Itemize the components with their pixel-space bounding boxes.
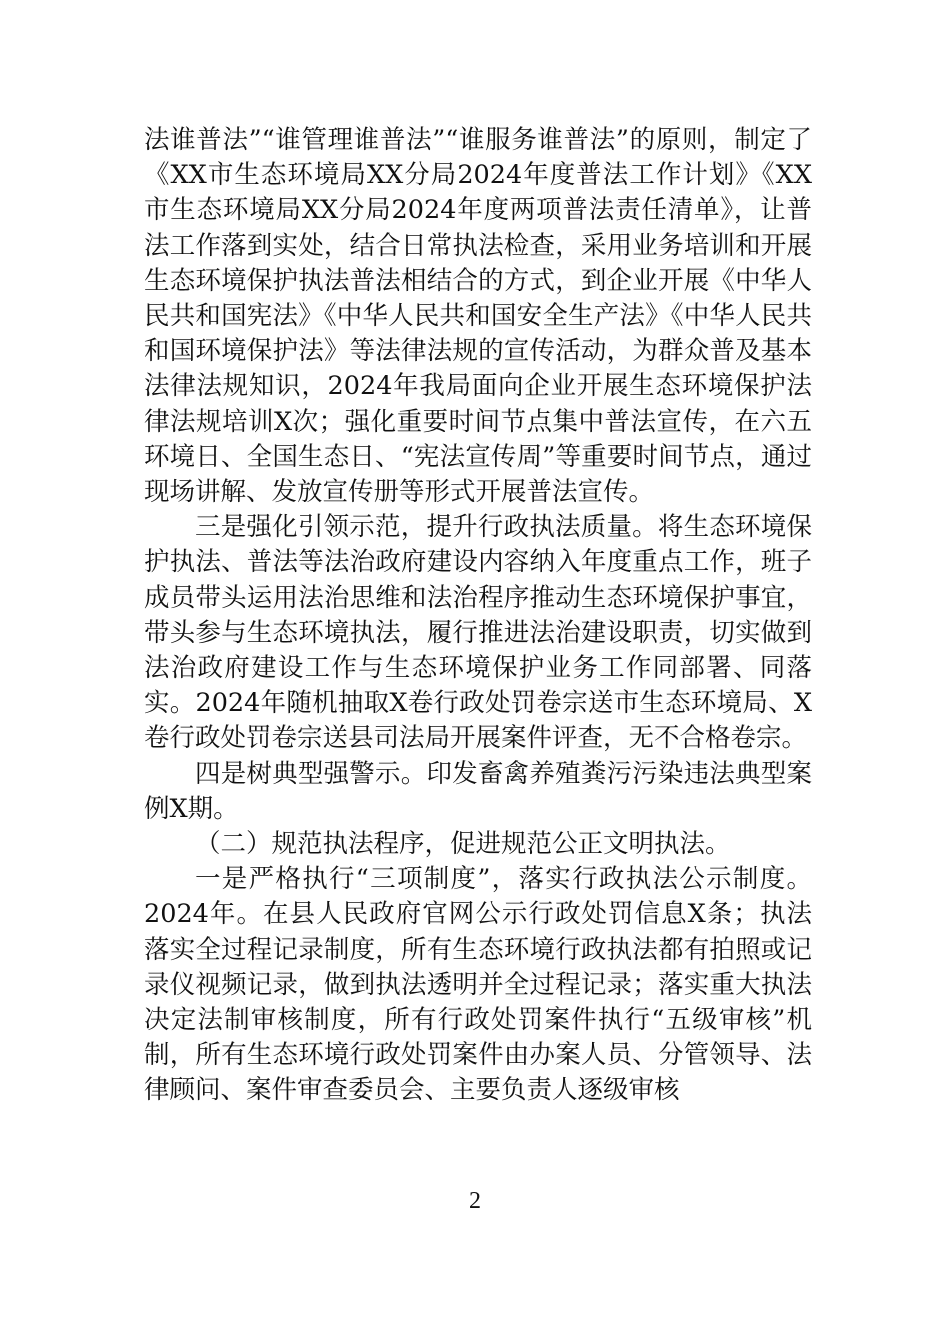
page-number: 2: [469, 1188, 481, 1214]
body-text: [144, 123, 812, 1109]
section-heading: （二）规范执法程序，促进规范公正文明执法。: [195, 829, 731, 860]
paragraph-leadership: 三是强化引领示范，提升行政执法质量。将生态环境保护执法、普法等法治政府建设内容纳入年度重点工作，班子成员带头运用法治思维和法治程序推动生态环境保护事宜，带头参与生态环境执法，履行推进法治建设职责，切实做到法治政府建设工作与生态环境保护业务工作同部署、同落实。2024年随机抽取X卷行政处罚卷宗送市生态环境局、X卷行政处罚卷宗送县司法局开展案件评查，无不合格卷宗。: [144, 512, 812, 754]
paragraph-three-systems: 一是严格执行“三项制度”，落实行政执法公示制度。2024年。在县人民政府官网公示行政处罚信息X条；执法落实全过程记录制度，所有生态环境行政执法都有拍照或记录仪视频记录，做到执法透明并全过程记录；落实重大执法决定法制审核制度，所有行政处罚案件执行“五级审核”机制，所有生态环境行政处罚案件由办案人员、分管领导、法律顾问、案件审查委员会、主要负责人逐级审核: [144, 864, 812, 1106]
paragraph-continuation: 法谁普法”“谁管理谁普法”“谁服务谁普法”的原则，制定了《XX市生态环境局XX分局2024年度普法工作计划》《XX市生态环境局XX分局2024年度两项普法责任清单》，让普法工作落到实处，结合日常执法检查，采用业务培训和开展生态环境保护执法普法相结合的方式，到企业开展《中华人民共和国宪法》《中华人民共和国安全生产法》《中华人民共和国环境保护法》等法律法规的宣传活动，为群众普及基本法律法规知识，2024年我局面向企业开展生态环境保护法律法规培训X次；强化重要时间节点集中普法宣传，在六五环境日、全国生态日、“宪法宣传周”等重要时间节点，通过现场讲解、发放宣传册等形式开展普法宣传。: [144, 125, 812, 508]
paragraph-typical-cases: 四是树典型强警示。印发畜禽养殖粪污污染违法典型案例X期。: [144, 758, 812, 824]
